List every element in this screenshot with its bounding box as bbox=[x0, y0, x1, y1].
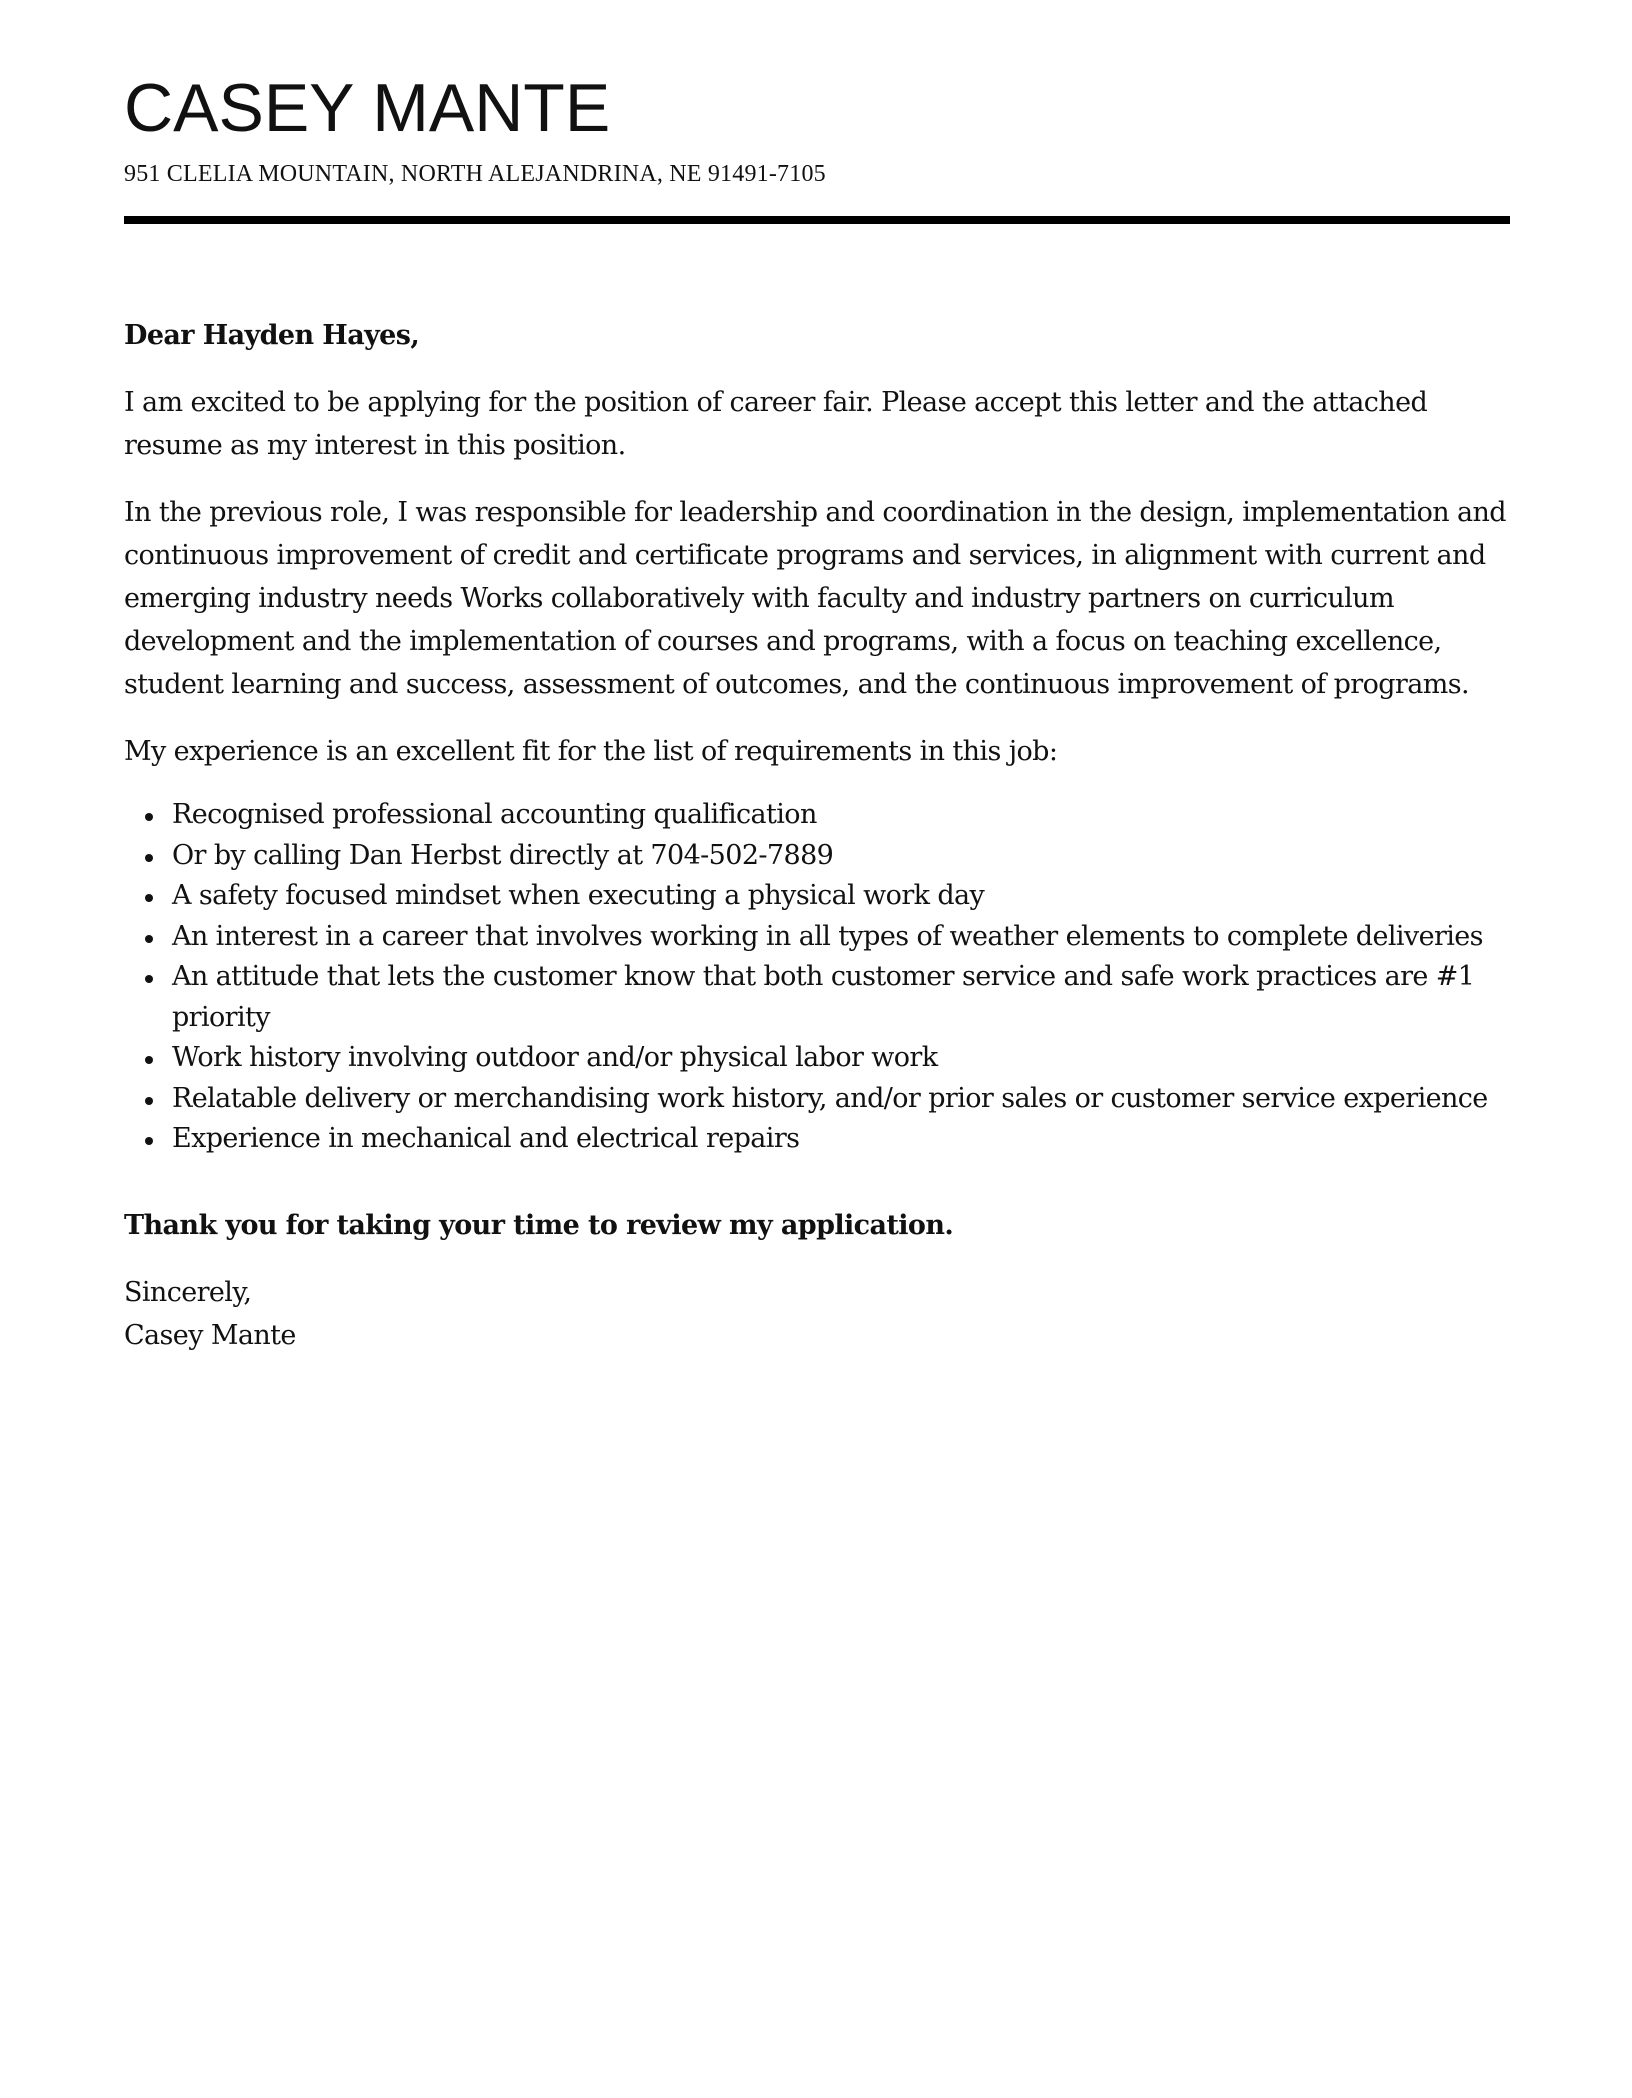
signoff: Sincerely, bbox=[124, 1276, 252, 1308]
intro-paragraph: I am excited to be applying for the position of career fair. Please accept this letter and the attached resume as my interest in this position. bbox=[124, 387, 1428, 461]
signature-name: Casey Mante bbox=[124, 1319, 296, 1351]
requirements-intro: My experience is an excellent fit for the list of requirements in this job: bbox=[124, 736, 1058, 767]
cover-letter-page bbox=[124, 0, 1510, 1357]
experience-paragraph: In the previous role, I was responsible for leadership and coordination in the design, implementation and continuous improvement of credit and certificate programs and services, in alignment with current and emerging industry needs Works collaboratively with faculty and industry partners on curriculum development and the implementation of courses and programs, with a focus on teaching excellence, student learning and success, assessment of outcomes, and the continuous improvement of programs. bbox=[124, 497, 1506, 700]
sender-name: CASEY MANTE bbox=[124, 70, 611, 146]
list-item: An attitude that lets the customer know that both customer service and safe work practices are #1 priority bbox=[172, 957, 1510, 1038]
list-item: Or by calling Dan Herbst directly at 704-502-7889 bbox=[172, 836, 1510, 877]
list-item: Relatable delivery or merchandising work history, and/or prior sales or customer service experience bbox=[172, 1079, 1510, 1120]
sender-address: 951 CLELIA MOUNTAIN, NORTH ALEJANDRINA, NE 91491-7105 bbox=[124, 161, 826, 187]
salutation: Dear Hayden Hayes, bbox=[124, 320, 420, 351]
letter-header bbox=[124, 0, 1510, 224]
list-item: Recognised professional accounting qualification bbox=[172, 795, 1510, 836]
list-item: An interest in a career that involves working in all types of weather elements to complete deliveries bbox=[172, 917, 1510, 958]
list-item: Work history involving outdoor and/or physical labor work bbox=[172, 1038, 1510, 1079]
header-divider bbox=[124, 216, 1510, 224]
list-item: A safety focused mindset when executing a physical work day bbox=[172, 876, 1510, 917]
list-item: Experience in mechanical and electrical repairs bbox=[172, 1119, 1510, 1160]
signature-block bbox=[124, 1271, 1510, 1357]
requirements-list bbox=[124, 795, 1510, 1160]
closing-statement: Thank you for taking your time to review my application. bbox=[124, 1209, 954, 1241]
letter-body bbox=[124, 314, 1510, 1357]
